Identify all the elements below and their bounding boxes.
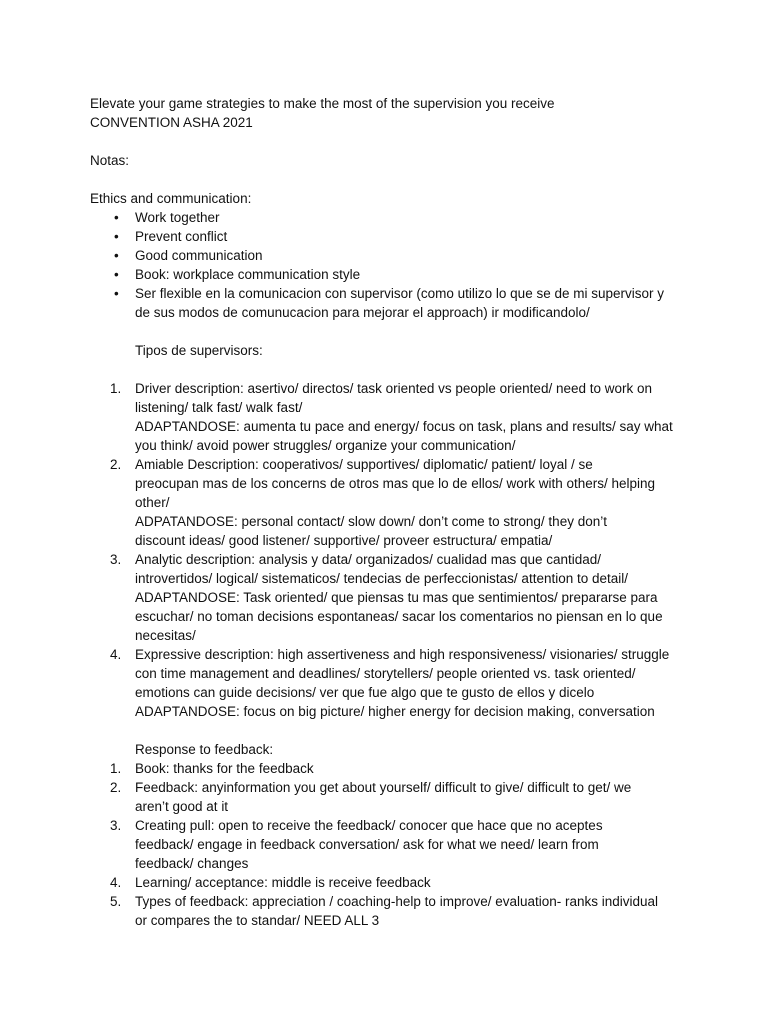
feedback-list xyxy=(90,759,690,930)
list-line: Expressive description: high assertiveness and high responsiveness/ visionaries/ struggle xyxy=(135,647,670,662)
list-line: Driver description: asertivo/ directos/ task oriented vs people oriented/ need to work on xyxy=(135,381,653,396)
feedback-item xyxy=(90,892,690,930)
list-line: Amiable Description: cooperativos/ supportives/ diplomatic/ patient/ loyal / se xyxy=(135,457,593,472)
list-number: 3. xyxy=(110,552,122,567)
feedback-item xyxy=(90,759,690,778)
list-line: Learning/ acceptance: middle is receive feedback xyxy=(135,875,431,890)
spacer xyxy=(90,322,690,341)
document-subtitle: CONVENTION ASHA 2021 xyxy=(90,115,253,130)
list-number: 4. xyxy=(110,647,122,662)
list-number: 3. xyxy=(110,818,122,833)
bullet-item: • Work together xyxy=(90,208,690,227)
list-line: introvertidos/ logical/ sistematicos/ tendecias de perfeccionistas/ attention to detail/ xyxy=(135,571,629,586)
list-line: ADPATANDOSE: personal contact/ slow down/ don’t come to strong/ they don’t xyxy=(135,514,607,529)
list-line: Creating pull: open to receive the feedback/ conocer que hace que no aceptes xyxy=(135,818,603,833)
list-line: con time management and deadlines/ storytellers/ people oriented vs. task oriented/ xyxy=(135,666,636,681)
list-line: Feedback: anyinformation you get about yourself/ difficult to give/ difficult to get/ we xyxy=(135,780,632,795)
document-body xyxy=(90,94,690,930)
supervisor-type-item xyxy=(90,455,690,550)
feedback-item xyxy=(90,778,690,816)
bullet-item: • Prevent conflict xyxy=(90,227,690,246)
spacer xyxy=(90,170,690,189)
supervisor-type-item xyxy=(90,379,690,455)
list-number: 4. xyxy=(110,875,122,890)
spacer xyxy=(90,360,690,379)
list-line: emotions can guide decisions/ ver que fue algo que te gusto de ellos y dicelo xyxy=(135,685,595,700)
list-line: ADAPTANDOSE: focus on big picture/ higher energy for decision making, conversation xyxy=(135,704,655,719)
supervisor-types-list xyxy=(90,379,690,721)
supervisors-heading: Tipos de supervisors: xyxy=(135,343,263,358)
feedback-item xyxy=(90,873,690,892)
bullet-item: • Good communication xyxy=(90,246,690,265)
list-line: feedback/ engage in feedback conversation/ ask for what we need/ learn from xyxy=(135,837,599,852)
supervisor-type-item xyxy=(90,645,690,721)
bullet-continuation: de sus modos de comunucacion para mejorar el approach) ir modificandolo/ xyxy=(135,305,590,320)
list-line: Book: thanks for the feedback xyxy=(135,761,314,776)
feedback-item xyxy=(90,816,690,873)
list-number: 5. xyxy=(110,894,122,909)
ethics-heading: Ethics and communication: xyxy=(90,191,252,206)
list-number: 1. xyxy=(110,381,122,396)
list-line: escuchar/ no toman decisions espontaneas/ sacar los comentarios no piensan en lo que xyxy=(135,609,663,624)
list-number: 2. xyxy=(110,457,122,472)
spacer xyxy=(90,132,690,151)
list-line: ADAPTANDOSE: aumenta tu pace and energy/ focus on task, plans and results/ say what xyxy=(135,419,673,434)
list-line: aren’t good at it xyxy=(135,799,229,814)
feedback-heading: Response to feedback: xyxy=(135,742,274,757)
bullet-item: • Book: workplace communication style xyxy=(90,265,690,284)
list-line: listening/ talk fast/ walk fast/ xyxy=(135,400,303,415)
list-line: you think/ avoid power struggles/ organize your communication/ xyxy=(135,438,516,453)
ethics-bullet-list xyxy=(90,208,690,303)
list-line: ADAPTANDOSE: Task oriented/ que piensas tu mas que sentimientos/ prepararse para xyxy=(135,590,658,605)
list-line: necesitas/ xyxy=(135,628,196,643)
supervisor-type-item xyxy=(90,550,690,645)
list-line: Analytic description: analysis y data/ organizados/ cualidad mas que cantidad/ xyxy=(135,552,602,567)
bullet-item: • Ser flexible en la comunicacion con supervisor (como utilizo lo que se de mi supervisor y xyxy=(90,284,690,303)
list-line: or compares the to standar/ NEED ALL 3 xyxy=(135,913,380,928)
spacer xyxy=(90,721,690,740)
list-line: feedback/ changes xyxy=(135,856,249,871)
notes-label: Notas: xyxy=(90,153,130,168)
list-number: 2. xyxy=(110,780,122,795)
list-line: Types of feedback: appreciation / coaching-help to improve/ evaluation- ranks individual xyxy=(135,894,659,909)
list-line: other/ xyxy=(135,495,170,510)
list-number: 1. xyxy=(110,761,122,776)
list-line: preocupan mas de los concerns de otros mas que lo de ellos/ work with others/ helping xyxy=(135,476,656,491)
document-title: Elevate your game strategies to make the most of the supervision you receive xyxy=(90,96,555,111)
list-line: discount ideas/ good listener/ supportive/ proveer estructura/ empatia/ xyxy=(135,533,553,548)
